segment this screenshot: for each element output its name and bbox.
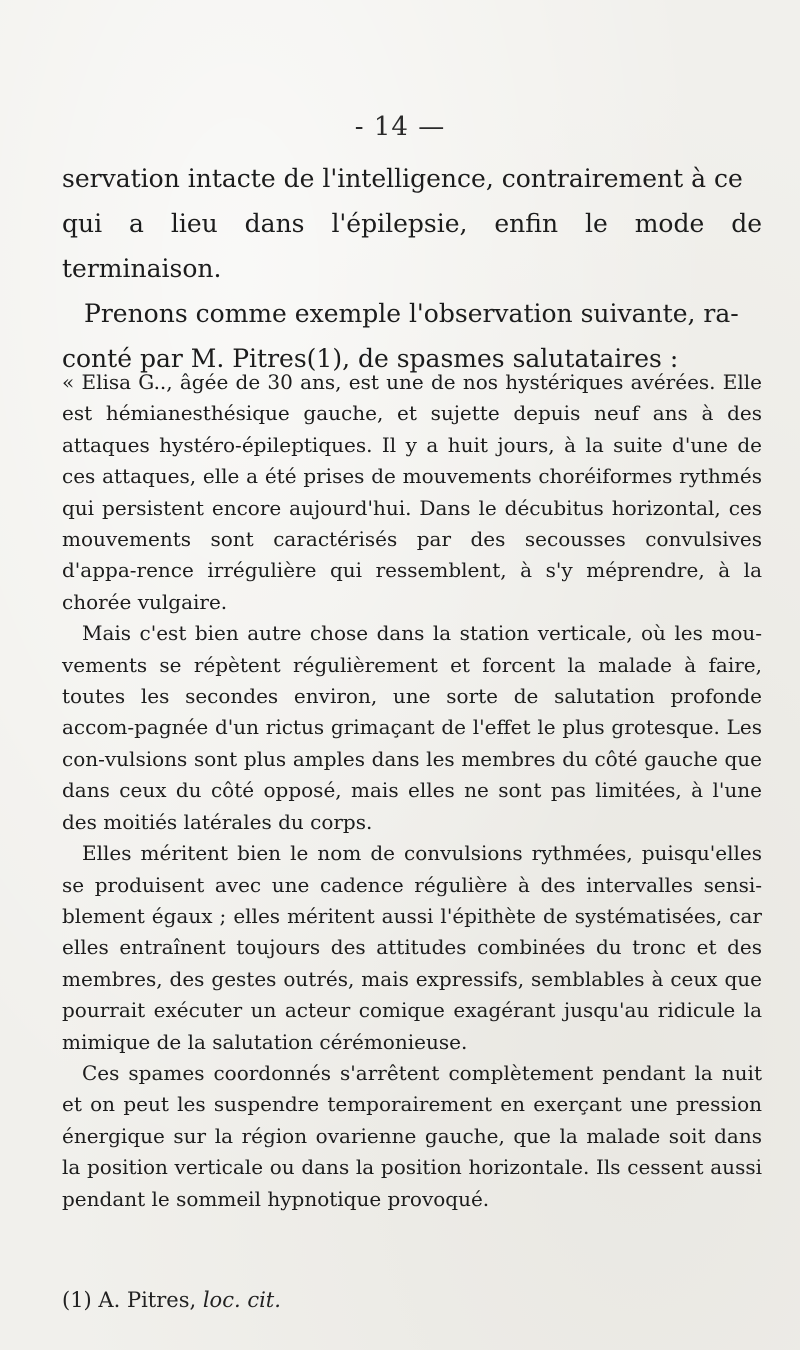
case-observation [62,367,762,1215]
case-paragraph: Ces spames coordonnés s'arrêtent complètement pendant la nuit et on peut les suspendre temporairement en exerçant une pression énergique sur la région ovarienne gauche, que la malade soit dans la position verticale ou dans la position horizontale. Ils cessent aussi pendant le sommeil hypnotique provoqué. [62,1060,762,1211]
page-number: - 14 — [354,112,446,142]
case-paragraph: Elles méritent bien le nom de convulsions rythmées, puisqu'elles se produisent avec une cadence régulière à des intervalles sensi-blement égaux ; elles méritent aussi l'épithète de systématisées, car elles entraînent toujours des attitudes combinées du tronc et des membres, des gestes outrés, mais expressifs, semblables à ceux que pourrait exécuter un acteur comique exagérant jusqu'au ridicule la mimique de la salutation cérémonieuse. [62,841,762,1054]
intro-line: Prenons comme exemple l'observation suivante, ra- [84,299,739,328]
case-paragraph: « Elisa G.., âgée de 30 ans, est une de nos hystériques avérées. Elle est hémianesthésique gauche, et sujette depuis neuf ans à des attaques hystéro-épileptiques. Il y a huit jours, à la suite d'une de ces attaques, elle a été prises de mouvements choréiformes rythmés qui persistent encore aujourd'hui. Dans le décubitus horizontal, ces mouvements sont caractérisés par des secousses convulsives d'appa-rence irrégulière qui ressemblent, à s'y méprendre, à la chorée vulgaire. [62,370,762,614]
footnote-citation: loc. cit. [202,1288,281,1312]
footnote [62,1288,281,1312]
intro-line: qui a lieu dans l'épilepsie, enfin le mode de terminaison. [62,209,762,283]
intro-line: conté par M. Pitres(1), de spasmes salutataires : [62,344,679,373]
case-paragraph: Mais c'est bien autre chose dans la station verticale, où les mou-vements se répètent régulièrement et forcent la malade à faire, toutes les secondes environ, une sorte de salutation profonde accom-pagnée d'un rictus grimaçant de l'effet le plus grotesque. Les con-vulsions sont plus amples dans les membres du côté gauche que dans ceux du côté opposé, mais elles ne sont pas limitées, à l'une des moitiés latérales du corps. [62,621,762,834]
intro-line: servation intacte de l'intelligence, contrairement à ce [62,164,743,193]
footnote-marker: (1) A. Pitres, [62,1288,197,1312]
intro-text [62,156,762,381]
